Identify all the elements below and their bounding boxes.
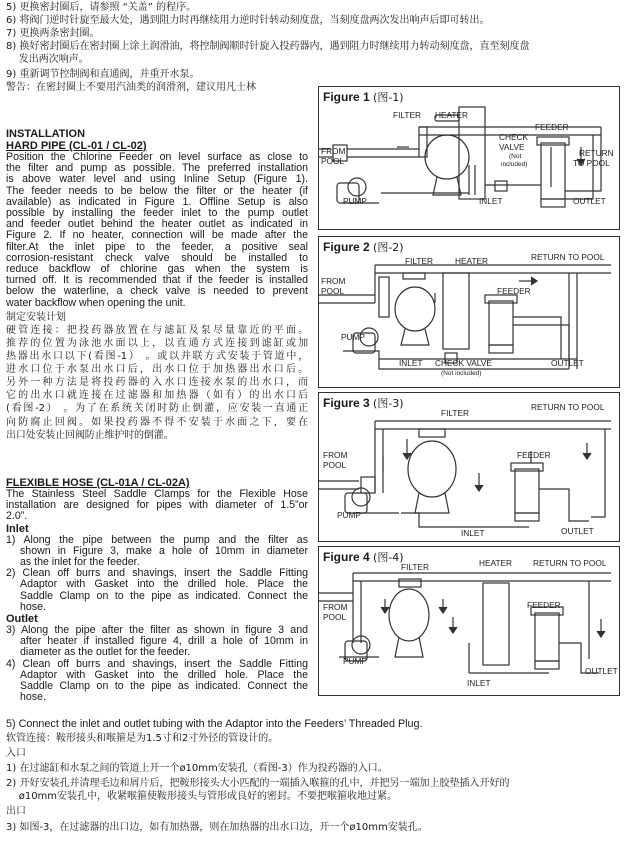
- installation-last-line: water backflow when opening the unit.: [6, 296, 186, 309]
- from-pool-label: FROM: [321, 276, 346, 286]
- heater-label: HEATER: [479, 558, 513, 568]
- step-line: diameter as the outlet for the feeder.: [20, 646, 191, 659]
- text-line: filter.At the inlet pipe to the feeder, a positive seal: [6, 240, 308, 253]
- filter-label: FILTER: [441, 408, 469, 418]
- text-line: Position the Chlorine Feeder on level surface as close to: [6, 151, 308, 163]
- text-line: the filter and pump as possible. The preferred installation: [6, 162, 308, 175]
- filter-label: FILTER: [393, 110, 421, 120]
- text-line: 另外一种方法是将投药器的入水口连接水泵的出水口，而: [6, 377, 308, 389]
- install-plan-cn-paragraph: [6, 324, 308, 442]
- outlet-label: OUTLET: [561, 526, 594, 536]
- text-line: 向防腐止回阀。如果投药器不得不安装于水面之下，要在: [6, 416, 308, 428]
- installation-section: [6, 128, 308, 442]
- feeder-label: FEEDER: [517, 450, 551, 460]
- step-line: Saddle Clamp on to the pipe as indicated. Connect the: [20, 589, 308, 602]
- text-line: and feeder outlet behind the heater outlet as indicated in: [6, 218, 308, 231]
- installation-paragraph: [6, 152, 308, 298]
- not-included-label: (Not: [509, 153, 522, 160]
- step-line: 3) Along the pipe after the filter as shown in figure 3 and: [6, 624, 308, 637]
- inlet-label: INLET: [399, 358, 423, 368]
- text-line: The Stainless Steel Saddle Clamps for the Flexible Hose: [6, 488, 308, 500]
- flex-hose-cn: 软管连接：鞍形接头和喉箍是为1.5寸和2寸外径的管设计的。: [6, 733, 279, 744]
- hard-pipe-heading: HARD PIPE (CL-01 / CL-02): [6, 140, 147, 152]
- text-line: possible by installing the feeder inlet to the pump outlet: [6, 207, 308, 220]
- not-included-label-2: included): [501, 161, 528, 168]
- text-line: 热器出水口以下(看图-1） 。或以并联方式安装于管道中，: [6, 351, 308, 363]
- inlet-cn-step-2: 2) 开好安装孔并清理毛边和屑片后，把鞍形接头大小匹配的一端插入喉箍的孔中，并把另一端加上胶垫插入开好的: [6, 778, 510, 789]
- check-valve-label: CHECK VALVE: [435, 358, 492, 368]
- figure-3: [318, 392, 620, 542]
- inlet-label: INLET: [461, 528, 485, 538]
- pump-label: PUMP: [343, 196, 367, 206]
- text-line: (看图-2） 。为了在系统关闭时防止倒灌，应安装一直通正: [6, 403, 308, 415]
- check-valve-label-2: VALVE: [499, 142, 525, 152]
- step-line: 4) Clean off burrs and shavings, insert the Saddle Fitting: [6, 657, 308, 670]
- outlet-heading: Outlet: [6, 613, 38, 626]
- not-included-label: (Not included): [441, 370, 482, 377]
- return-pool-label-2: TO POOL: [573, 158, 610, 168]
- text-line: available) as indicated in Figure 1. Offline Setup is also: [6, 195, 308, 208]
- step-9-cn: 9) 重新调节控制阀和直通阀，并重开水泵。: [6, 69, 200, 80]
- flexible-hose-section: [6, 477, 308, 703]
- figure-3-diagram: [319, 393, 619, 541]
- text-line: 2.0”.: [6, 510, 28, 523]
- filter-label: FILTER: [405, 256, 433, 266]
- step-line: after heater if installed figure 4, drill a hole of 10mm in: [20, 635, 308, 648]
- step-5-cn: 5) 更换密封圈后，请参照 “关盖” 的程序。: [6, 2, 197, 13]
- outlet-steps: [6, 625, 308, 703]
- text-line: 它的出水口就连接在过滤器和加热器（如有）的出水口后: [6, 390, 308, 402]
- step-line: 2) Clean off burrs and shavings, insert the Saddle Fitting: [6, 567, 308, 580]
- step-line: Adaptor with Gasket into the drilled hole. Place the: [20, 578, 308, 591]
- step-line: hose.: [20, 691, 46, 704]
- from-pool-label: FROM: [323, 602, 348, 612]
- inlet-cn-step-2-cont: ø10mm安装孔中，收紧喉箍使鞍形接头与管形成良好的密封。不要把喉箍收地过紧。: [6, 791, 398, 802]
- figure-2-title: Figure 2 (图-2): [323, 240, 404, 254]
- text-line: reduce backflow of chlorine gas when the system is: [6, 263, 308, 276]
- text-line: corrosion-resistant check valve should be installed to: [6, 251, 308, 264]
- from-pool-label-2: POOL: [323, 612, 347, 622]
- return-pool-label: RETURN TO POOL: [533, 558, 607, 568]
- step-8-cn-cont: 发出两次响声。: [6, 54, 89, 65]
- check-valve-label: CHECK: [499, 132, 529, 142]
- text-line: 推荐的位置为泳池水面以上，以直通方式连接到滤缸或加: [6, 337, 308, 349]
- text-line: Figure 2. If no heater, connection will be made after the: [6, 229, 308, 242]
- figure-2: [318, 236, 620, 388]
- step-line: 1) Along the pipe between the pump and the filter as: [6, 533, 308, 546]
- outlet-cn-step-3: 3) 如图-3，在过滤器的出口边，如有加热器，则在加热器的出水口边，开一个ø10mm安装孔。: [6, 822, 428, 833]
- installation-heading: INSTALLATION: [6, 128, 86, 140]
- step-line: hose.: [20, 600, 46, 613]
- inlet-label: INLET: [479, 196, 503, 206]
- step-5-en: 5) Connect the inlet and outlet tubing with the Adaptor into the Feeders’ Threaded Plug.: [6, 718, 423, 730]
- return-pool-label: RETURN TO POOL: [531, 252, 605, 262]
- figure-4: [318, 546, 620, 696]
- from-pool-label-2: POOL: [323, 460, 347, 470]
- outlet-label: OUTLET: [585, 666, 618, 676]
- feeder-label: FEEDER: [527, 600, 561, 610]
- install-plan-cn-title: 制定安装计划: [6, 311, 66, 323]
- pump-label: PUMP: [341, 332, 365, 342]
- inlet-cn-heading: 入口: [6, 748, 26, 759]
- text-line: turned off. It is recommended that if the feeder is installed: [6, 274, 308, 287]
- text-line: The feeder needs to be below the filter or the heater (if: [6, 184, 308, 197]
- from-pool-label: FROM: [321, 146, 346, 156]
- warning-cn: 警告：在密封圈上不要用汽油类的润滑剂，建议用凡士林: [6, 82, 256, 93]
- figure-4-diagram: [319, 547, 619, 695]
- inlet-heading: Inlet: [6, 522, 29, 535]
- text-line: below the waterline, a check valve is needed to prevent: [6, 285, 308, 298]
- step-line: Saddle Clamp on to the pipe as indicated. Connect the: [20, 680, 308, 693]
- text-line: installation are designed for pipes with diameter of 1.5”or: [6, 499, 308, 512]
- feeder-label: FEEDER: [497, 286, 531, 296]
- figure-4-title: Figure 4 (图-4): [323, 550, 404, 564]
- feeder-label: FEEDER: [535, 122, 569, 132]
- from-pool-label-2: POOL: [321, 286, 345, 296]
- return-pool-label: RETURN TO POOL: [531, 402, 605, 412]
- flexible-hose-heading: FLEXIBLE HOSE (CL-01A / CL-02A): [6, 477, 190, 489]
- figure-1-title: Figure 1 (图-1): [323, 90, 404, 104]
- pump-label: PUMP: [343, 656, 367, 666]
- inlet-label: INLET: [467, 678, 491, 688]
- step-line: shown in Figure 3, make a hole of 10mm in diameter: [20, 544, 308, 557]
- pump-label: PUMP: [337, 510, 361, 520]
- from-pool-label-2: POOL: [321, 156, 345, 166]
- text-line: is above water level and using Inline Setup (Figure 1).: [6, 173, 308, 186]
- inlet-steps: [6, 535, 308, 613]
- from-pool-label: FROM: [323, 450, 348, 460]
- filter-label: FILTER: [401, 562, 429, 572]
- figure-1: [318, 86, 620, 230]
- heater-label: HEATER: [455, 256, 489, 266]
- step-8-cn: 8) 换好密封圈后在密封圈上涂上润滑油，将控制阀顺时针旋入投药器内，遇到阻力时继续用力转动刻度盘，直至刻度盘: [6, 41, 530, 52]
- heater-label: HEATER: [435, 110, 469, 120]
- flexible-hose-intro: [6, 489, 308, 523]
- outlet-cn-heading: 出口: [6, 806, 26, 817]
- outlet-label: OUTLET: [573, 196, 606, 206]
- step-line: as the inlet for the feeder.: [20, 556, 140, 569]
- step-line: Adaptor with Gasket into the drilled hole. Place the: [20, 668, 308, 681]
- step-6-cn: 6) 将阀门逆时针旋至最大处，遇到阻力时再继续用力逆时针转动刻度盘，当刻度盘两次发出响声后即可转出。: [6, 15, 490, 26]
- step-7-cn: 7) 更换两条密封圈。: [6, 28, 100, 39]
- outlet-label: OUTLET: [551, 358, 584, 368]
- inlet-cn-step-1: 1) 在过滤缸和水泵之间的管道上开一个ø10mm安装孔（看图-3）作为投药器的入口。: [6, 763, 388, 774]
- text-line: 进水口位于水泵出水口后，出水口位于加热器出水口后。: [6, 364, 308, 376]
- text-line: 出口处安装止回阀防止维护时的倒灌。: [6, 429, 174, 441]
- figure-3-title: Figure 3 (图-3): [323, 396, 404, 410]
- text-line: 硬管连接：把投药器放置在与滤缸及泵尽量靠近的平面。: [6, 324, 308, 336]
- return-pool-label: RETURN: [579, 148, 614, 158]
